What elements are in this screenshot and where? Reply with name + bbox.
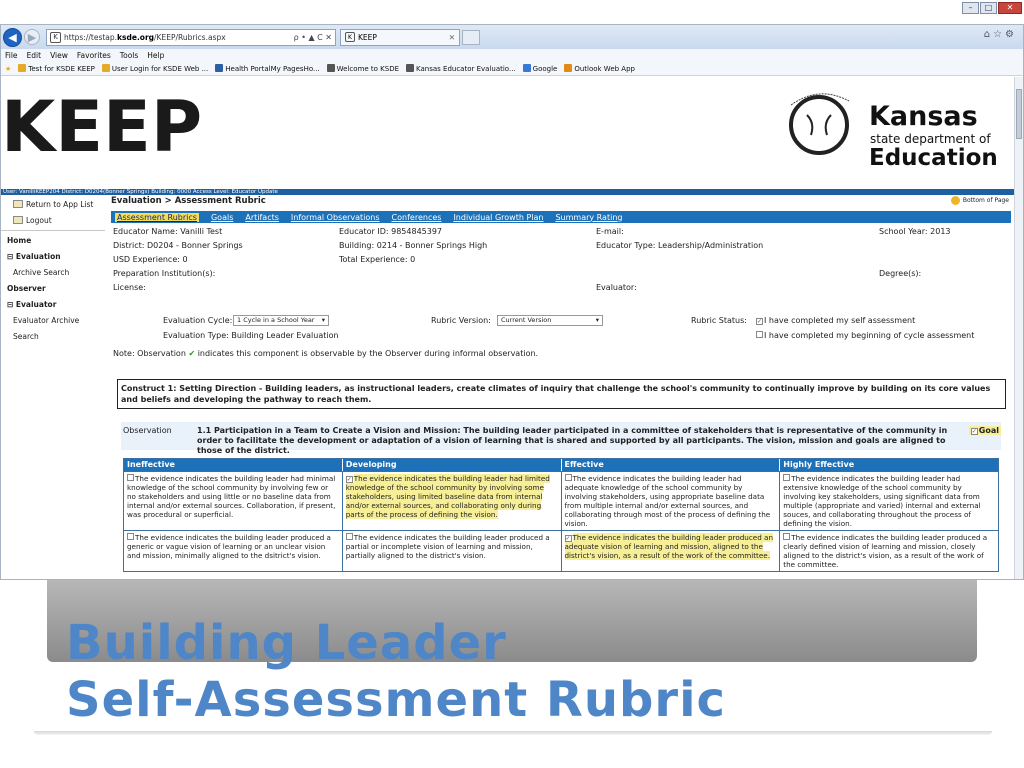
tab-conferences[interactable]: Conferences xyxy=(391,212,442,222)
sidebar-item-evaluator-archive-search[interactable]: Evaluator Archive Search xyxy=(13,316,80,341)
sidebar-item-evaluator[interactable]: ⊟ Evaluator xyxy=(7,300,57,309)
scrollbar-thumb[interactable] xyxy=(1016,89,1022,139)
browser-tab-keep[interactable] xyxy=(340,29,460,46)
standard-text: 1.1 Participation in a Team to Create a Vision and Mission: The building leader participated in a committee of stakeholders that is representative of the community in order to facilitate the development or adaptation of a vision of learning that is shared and supported by all participants. The vision, mission and goals are aligned to those of the district. xyxy=(197,426,948,455)
rubric-checkbox[interactable] xyxy=(783,533,790,540)
favorite-link[interactable] xyxy=(102,64,208,73)
sidebar-item-archive-search[interactable]: Archive Search xyxy=(13,268,70,277)
rubric-version-value: Current Version xyxy=(501,316,552,324)
favorite-label: Health PortalMy PagesHo... xyxy=(225,65,320,73)
favorite-link[interactable] xyxy=(406,64,516,73)
rubric-checkbox[interactable]: ✓ xyxy=(565,535,571,542)
url-path: /KEEP/Rubrics.aspx xyxy=(154,32,226,42)
url-tool-icons[interactable]: ρ • ▲ C ✕ xyxy=(293,32,332,42)
favorite-link[interactable] xyxy=(523,64,558,73)
favorites-bar xyxy=(1,62,1023,76)
forward-arrow-icon[interactable]: ▶ xyxy=(24,29,40,45)
url-prefix: https://testap. xyxy=(64,32,118,42)
logout-label: Logout xyxy=(26,215,52,225)
sidebar-item-home[interactable]: Home xyxy=(7,236,32,245)
arrow-down-icon xyxy=(951,196,960,205)
self-assessment-checkbox-row[interactable] xyxy=(756,316,915,325)
return-icon xyxy=(13,200,23,208)
checkmark-icon: ✔ xyxy=(188,349,196,358)
observation-note xyxy=(113,349,538,358)
sidebar-item-evaluation[interactable]: ⊟ Evaluation xyxy=(7,252,61,261)
rubric-row xyxy=(124,471,998,530)
tab-assessment-rubrics[interactable]: Assessment Rubrics xyxy=(117,212,197,222)
rubric-cell[interactable] xyxy=(343,531,562,571)
goal-checkbox[interactable] xyxy=(969,426,1001,435)
site-favicon-icon: K xyxy=(50,32,61,43)
rubric-checkbox[interactable] xyxy=(565,474,572,481)
page-icon xyxy=(18,64,26,72)
vertical-scrollbar[interactable] xyxy=(1014,77,1023,580)
ksde-kansas-text: Kansas xyxy=(869,101,978,132)
rubric-text: The evidence indicates the building leader produced a clearly defined vision of learning and mission, closely aligned to the district's vision, as a result of the work of the committee. xyxy=(783,533,988,569)
logout-button[interactable] xyxy=(1,212,105,228)
usd-experience: USD Experience: 0 xyxy=(113,255,188,264)
menu-view[interactable]: View xyxy=(50,51,68,60)
standard-row xyxy=(121,422,1001,455)
close-icon[interactable]: ✕ xyxy=(998,2,1022,14)
sidebar-item-observer[interactable]: Observer xyxy=(7,284,46,293)
tab-artifacts[interactable]: Artifacts xyxy=(245,212,279,222)
degrees: Degree(s): xyxy=(879,269,922,278)
slide-title-line-1: Building Leader xyxy=(66,615,507,671)
address-bar-row xyxy=(1,25,1023,49)
breadcrumb: Evaluation > Assessment Rubric xyxy=(111,196,266,206)
tab-goals[interactable]: Goals xyxy=(210,212,234,222)
window-controls xyxy=(962,2,1022,14)
rubric-checkbox[interactable]: ✓ xyxy=(346,476,352,483)
rubric-checkbox[interactable] xyxy=(127,533,134,540)
rubric-cell[interactable] xyxy=(124,531,343,571)
evaluation-label: Evaluation xyxy=(15,252,61,261)
rubric-row xyxy=(124,530,998,571)
url-input[interactable] xyxy=(46,29,336,46)
building: Building: 0214 - Bonner Springs High xyxy=(339,241,488,250)
note-prefix: Note: Observation xyxy=(113,349,186,358)
left-sidebar xyxy=(1,196,105,341)
chevron-down-icon: ▾ xyxy=(595,316,599,324)
google-icon xyxy=(523,64,531,72)
return-label: Return to App List xyxy=(26,199,94,209)
rubric-checkbox[interactable] xyxy=(346,533,353,540)
browser-window xyxy=(0,24,1024,580)
rubric-version-label: Rubric Version: xyxy=(431,316,491,325)
construct-heading: Construct 1: Setting Direction - Building leaders, as instructional leaders, create climates of inquiry that challenge the school's community to continually improve by building on its core values and beliefs and developing the pathway to reach them. xyxy=(117,379,1006,409)
evaluation-type: Evaluation Type: Building Leader Evaluation xyxy=(163,331,339,340)
rubric-text: The evidence indicates the building leader had extensive knowledge of the school community by involving key stakeholders, using significant data from multiple (appropriate and varied) internal and external souces, and collaborating throughout the process of defining the vision. xyxy=(783,474,981,528)
rubric-text: The evidence indicates the building leader produced a partial or incomplete vision of learning and mission, partially aligned to the district's vision. xyxy=(345,533,550,560)
beginning-cycle-label: I have completed my beginning of cycle assessment xyxy=(764,331,975,340)
tab-individual-growth-plan[interactable]: Individual Growth Plan xyxy=(453,212,544,222)
header-developing: Developing xyxy=(343,459,562,471)
tab-title: KEEP xyxy=(358,32,377,42)
beginning-cycle-checkbox-row[interactable] xyxy=(756,331,974,340)
rubric-text: The evidence indicates the building leader produced an adequate vision of learning and mission, aligned to the district's vision, as a result of the work of the committee. xyxy=(564,533,774,560)
ksde-icon xyxy=(327,64,335,72)
favorite-label: Outlook Web App xyxy=(574,65,635,73)
page-icon xyxy=(102,64,110,72)
rubric-checkbox[interactable] xyxy=(783,474,790,481)
educator-type: Educator Type: Leadership/Administration xyxy=(596,241,764,250)
ksde-sdo-text: state department of xyxy=(870,132,991,146)
back-arrow-icon[interactable]: ◀ xyxy=(3,28,22,47)
self-assessment-label: I have completed my self assessment xyxy=(764,316,916,325)
web-page xyxy=(1,77,1015,580)
evaluation-cycle-label: Evaluation Cycle: xyxy=(163,316,233,325)
menu-file[interactable]: File xyxy=(5,51,18,60)
rubric-text: The evidence indicates the building leader had limited knowledge of the school community by involving some stakeholders, using limited baseline data from internal and/or external sources, and collaborating only during parts of the process of defining the vision. xyxy=(345,474,550,519)
evaluation-cycle-select[interactable] xyxy=(233,315,329,326)
evaluator: Evaluator: xyxy=(596,283,637,292)
favorites-star-icon[interactable]: ★ xyxy=(5,64,12,73)
total-experience: Total Experience: 0 xyxy=(339,255,416,264)
health-icon xyxy=(215,64,223,72)
header-effective: Effective xyxy=(562,459,781,471)
rubric-text: The evidence indicates the building leader produced a generic or vague vision of learning or an unclear vision and mission, minimally aligned to the dsitrict's vision. xyxy=(127,533,331,560)
menu-bar xyxy=(1,49,1023,62)
evaluator-label: Evaluator xyxy=(15,300,57,309)
rubric-text: The evidence indicates the building leader had adequate knowledge of the school community by involving stakeholders, using appropriate baseline data from multiple internal and/or external sources, and collaborating through most of the process of defining the vision. xyxy=(564,474,771,528)
favorite-link[interactable] xyxy=(327,64,399,73)
tab-favicon-icon: K xyxy=(345,32,355,42)
note-suffix: indicates this component is observable by the Observer during informal observation. xyxy=(197,349,539,358)
bottom-of-page-label: Bottom of Page xyxy=(962,197,1009,204)
rubric-table xyxy=(123,458,999,572)
favorite-link[interactable] xyxy=(215,64,319,73)
educator-id: Educator ID: 9854845397 xyxy=(339,227,443,236)
sidebar-divider xyxy=(1,230,105,231)
rubric-cell[interactable] xyxy=(780,531,998,571)
tab-informal-observations[interactable]: Informal Observations xyxy=(290,212,380,222)
favorite-label: Kansas Educator Evaluatio... xyxy=(416,65,516,73)
header-ineffective: Ineffective xyxy=(124,459,343,471)
license: License: xyxy=(113,283,146,292)
browser-toolbar-icons[interactable]: ⌂☆⚙ xyxy=(983,29,1017,40)
user-info-bar: User: VanilliKEEP204 District: D0204(Bonner Springs) Building: 0000 Access Level: Educator Update xyxy=(1,189,1015,195)
favorite-link[interactable] xyxy=(564,64,635,73)
evaluation-cycle-value: 1 Cycle in a School Year xyxy=(237,316,315,324)
observation-label: Observation xyxy=(123,426,172,435)
chevron-down-icon: ▾ xyxy=(321,316,325,324)
maximize-icon[interactable]: □ xyxy=(980,2,997,14)
rubric-cell[interactable] xyxy=(562,472,781,530)
beginning-cycle-checkbox[interactable] xyxy=(756,331,763,338)
return-to-app-list-button[interactable] xyxy=(1,196,105,212)
rubric-version-select[interactable] xyxy=(497,315,603,326)
preparation-institution: Preparation Institution(s): xyxy=(113,269,216,278)
goal-checkbox-box: ✓ xyxy=(971,428,977,435)
slide-title-line-2: Self-Assessment Rubric xyxy=(66,672,726,728)
favorite-label: Welcome to KSDE xyxy=(336,65,400,73)
rubric-text: The evidence indicates the building leader had minimal knowledge of the school community by involving few or no stakeholders and using little or no baseline data from internal and/or external sources. Collaboration, if present, was procedural or superficial. xyxy=(127,474,336,519)
tab-bar xyxy=(111,211,1011,223)
new-tab-button[interactable] xyxy=(462,30,480,45)
rubric-cell[interactable] xyxy=(124,472,343,530)
favorite-label: User Login for KSDE Web ... xyxy=(111,65,209,73)
ksde-education-text: Education xyxy=(869,145,998,171)
ksde-icon xyxy=(406,64,414,72)
goal-label: Goal xyxy=(978,426,999,435)
favorite-label: Test for KSDE KEEP xyxy=(28,65,95,73)
rubric-cell[interactable] xyxy=(780,472,998,530)
logout-icon xyxy=(13,216,23,224)
rubric-checkbox[interactable] xyxy=(127,474,134,481)
minimize-icon[interactable]: – xyxy=(962,2,979,14)
keep-logo: KEEP xyxy=(1,86,203,168)
ksde-emblem-icon xyxy=(779,83,859,163)
educator-name: Educator Name: Vanilli Test xyxy=(113,227,223,236)
menu-tools[interactable]: Tools xyxy=(119,51,139,60)
slide-title-underline xyxy=(34,731,992,735)
menu-edit[interactable]: Edit xyxy=(26,51,42,60)
menu-help[interactable]: Help xyxy=(147,51,165,60)
bottom-of-page-link[interactable] xyxy=(951,196,1009,205)
district: District: D0204 - Bonner Springs xyxy=(113,241,243,250)
url-domain: ksde.org xyxy=(117,32,155,42)
favorite-link[interactable] xyxy=(18,64,95,73)
email: E-mail: xyxy=(596,227,624,236)
school-year: School Year: 2013 xyxy=(879,227,951,236)
rubric-cell-selected[interactable] xyxy=(343,472,562,530)
outlook-icon xyxy=(564,64,572,72)
tab-summary-rating[interactable]: Summary Rating xyxy=(555,212,623,222)
tab-close-icon[interactable]: ✕ xyxy=(448,32,455,42)
rubric-status-label: Rubric Status: xyxy=(691,316,747,325)
rubric-cell-selected[interactable] xyxy=(562,531,781,571)
self-assessment-checkbox[interactable]: ✓ xyxy=(757,318,763,325)
rubric-header xyxy=(124,459,998,471)
header-highly-effective: Highly Effective xyxy=(783,460,855,469)
menu-favorites[interactable]: Favorites xyxy=(76,51,111,60)
favorite-label: Google xyxy=(532,65,558,73)
